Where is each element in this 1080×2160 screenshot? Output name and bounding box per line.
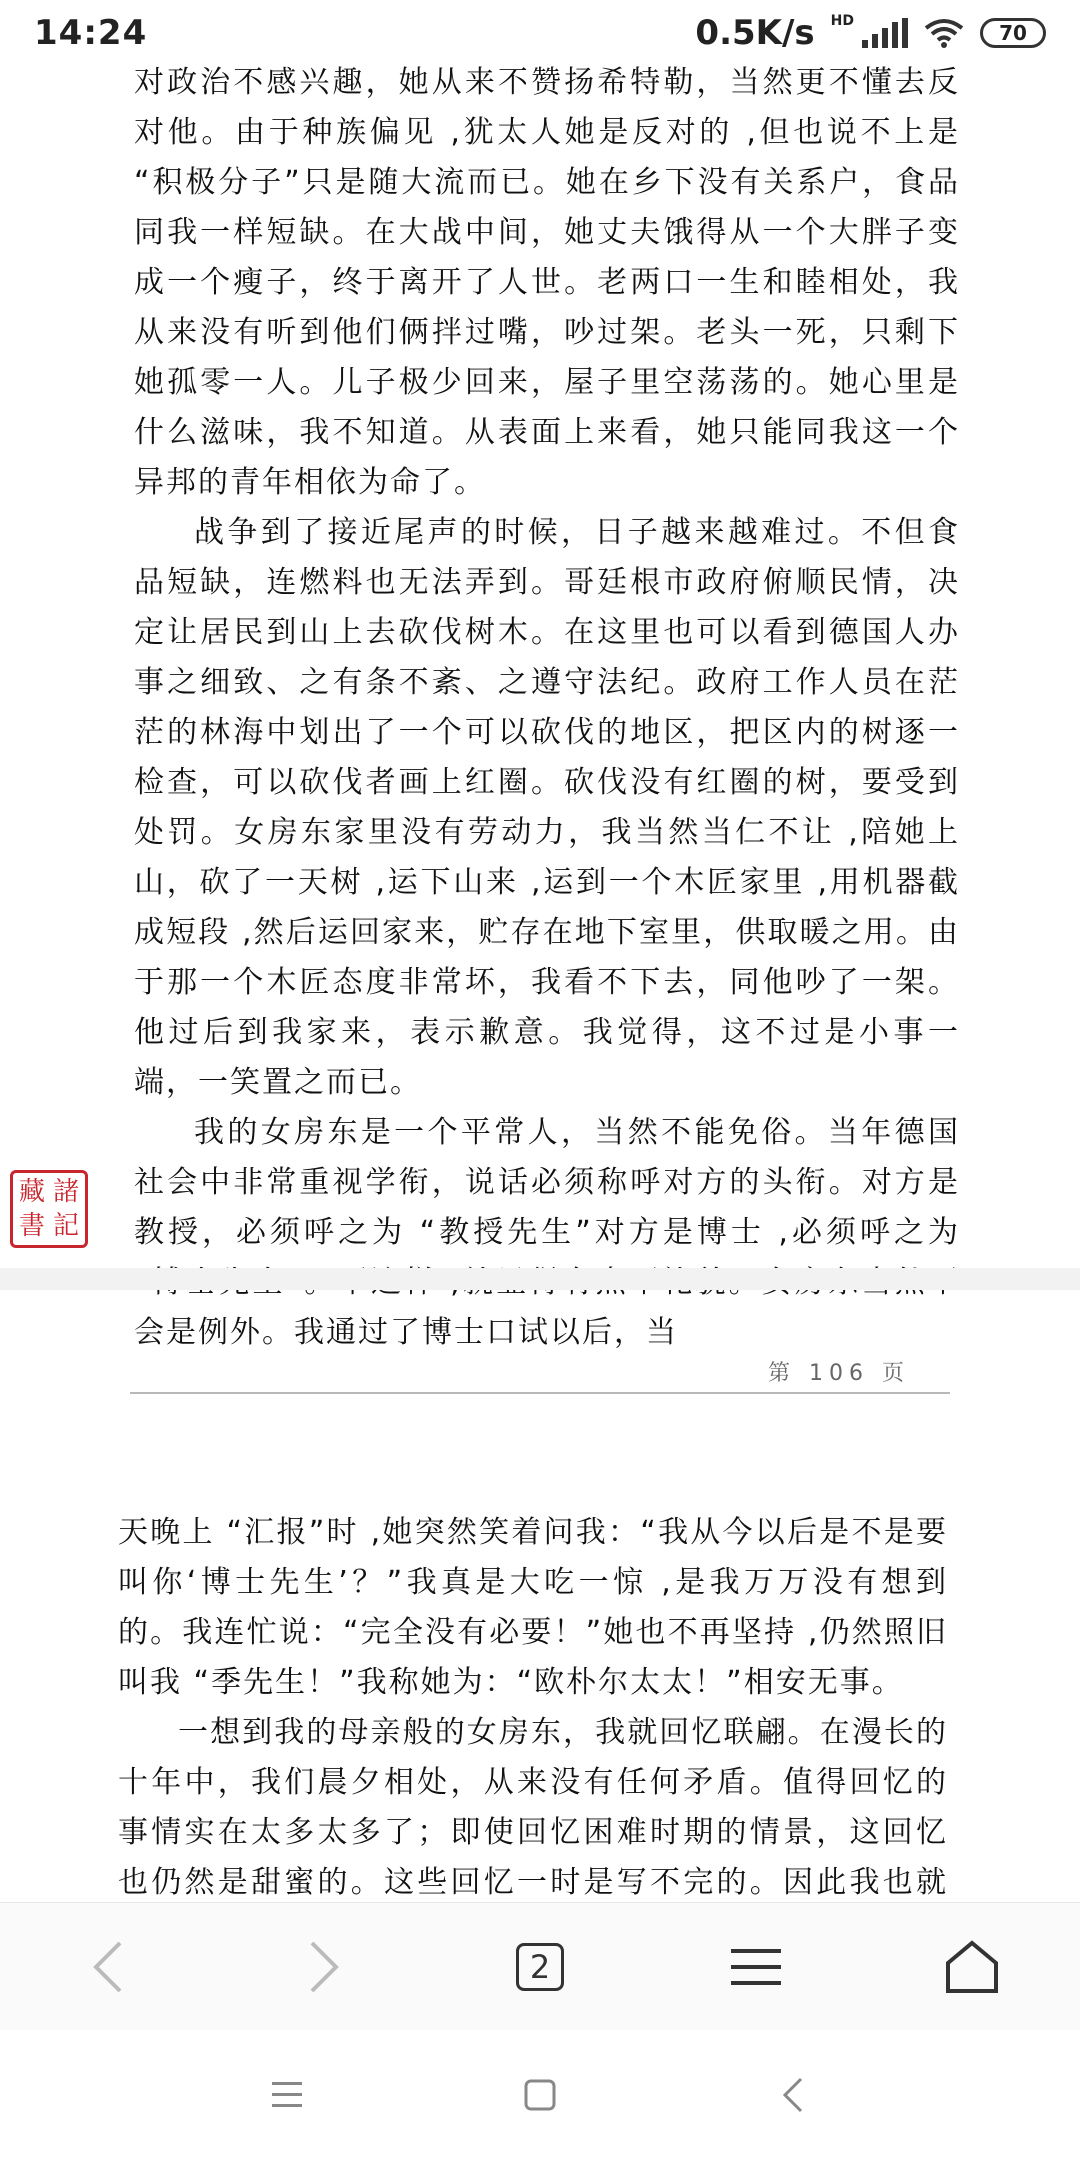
reader-page-bottom[interactable] [0,1290,1080,1900]
tabs-button[interactable] [490,1917,590,2017]
home-button[interactable] [922,1917,1022,2017]
recent-apps-button[interactable] [247,2055,327,2135]
header-rule [130,1392,950,1394]
home-icon [944,1939,1000,1995]
status-indicators [695,13,1046,53]
status-time: 14:24 [34,13,148,53]
recent-apps-icon [270,2080,304,2110]
menu-button[interactable] [706,1917,806,2017]
page-text-bottom [118,1508,948,1958]
paragraph: 一想到我的母亲般的女房东，我就回忆联翩。在漫长的十年中，我们晨夕相处，从来没有任何矛盾。值得回忆的事情实在太多太多了；即使回忆困难时期的情景，这回忆也仍然是甜蜜的。这些回忆一时是写不完的。因此我也就 [118,1715,948,1900]
paragraph: 战争到了接近尾声的时候，日子越来越难过。不但食品短缺，连燃料也无法弄到。哥廷根市政府俯顺民情，决定让居民到山上去砍伐树木。在这里也可以看到德国人办事之细致、之有条不紊、之遵守法纪。政府工作人员在茫茫的林海中划出了一个可以砍伐的地区，把区内的树逐一检查，可以砍伐者画上红圈。砍伐没有红圈的树，要受到处罚。女房东家里没有劳动力，我当然当仁不让 ,陪她上山，砍了一天树 ,运下山来 ,运到一个木匠家里 ,用机器截成短段 ,然后运回家来，贮存在地下室里，供取暖之用。由于那一个木匠态度非常坏，我看不下去，同他吵了一架。他过后到我家来，表示歉意。我觉得，这不过是小事一端，一笑置之而已。 [134,515,960,1100]
page-number: 第 106 页 [768,1361,910,1386]
page-text-top [134,58,960,1358]
status-bar [0,0,1080,66]
network-speed: 0.5K/s [695,13,815,53]
tabs-icon: 2 [516,1943,564,1991]
paragraph: 天晚上 “汇报”时 ,她突然笑着问我：“我从今以后是不是要叫你‘博士先生’？”我真是大吃一惊 ,是我万万没有想到的。我连忙说：“完全没有必要！”她也不再坚持 ,仍然照旧叫我 “季先生！”我称她为：“欧朴尔太太！”相安无事。 [118,1515,948,1700]
reader-page-top[interactable] [0,58,1080,1350]
back-nav-button[interactable] [753,2055,833,2135]
seal-char: 書 [18,1211,45,1241]
paragraph: 对政治不感兴趣，她从来不赞扬希特勒，当然更不懂去反对他。由于种族偏见 ,犹太人她是反对的 ,但也说不上是 “积极分子”只是随大流而已。她在乡下没有关系户，食品同我一样短缺。在大战中间，她丈夫饿得从一个大胖子变成一个瘦子，终于离开了人世。老两口一生和睦相处，我从来没有听到他们俩拌过嘴，吵过架。老头一死，只剩下她孤零一人。儿子极少回来，屋子里空荡荡的。她心里是什么滋味，我不知道。从表面上来看，她只能同我这一个异邦的青年相依为命了。 [134,65,960,500]
wifi-icon [924,18,964,48]
home-nav-icon [523,2078,557,2112]
seal-char: 藏 [18,1177,45,1207]
back-icon [88,1939,128,1995]
forward-button[interactable] [274,1917,374,2017]
home-nav-button[interactable] [500,2055,580,2135]
browser-toolbar [0,1902,1080,2031]
seal-char: 諸 [52,1177,79,1207]
forward-icon [304,1939,344,1995]
hd-badge: HD [830,13,854,29]
seal-char: 記 [52,1211,79,1241]
back-nav-icon [781,2077,805,2113]
system-navigation [0,2030,1080,2160]
paragraph: 我的女房东是一个平常人，当然不能免俗。当年德国社会中非常重视学衔，说话必须称呼对方的头衔。对方是教授，必须呼之为 “教授先生”对方是博士 ,必须呼之为 会是例外。我通过了博士口试以后，当 [134,1115,960,1350]
page-divider [0,1268,1080,1290]
battery-icon: 70 [980,18,1046,48]
back-button[interactable] [58,1917,158,2017]
signal-icon [862,18,908,48]
menu-icon [729,1945,783,1989]
seal-stamp [10,1170,88,1248]
